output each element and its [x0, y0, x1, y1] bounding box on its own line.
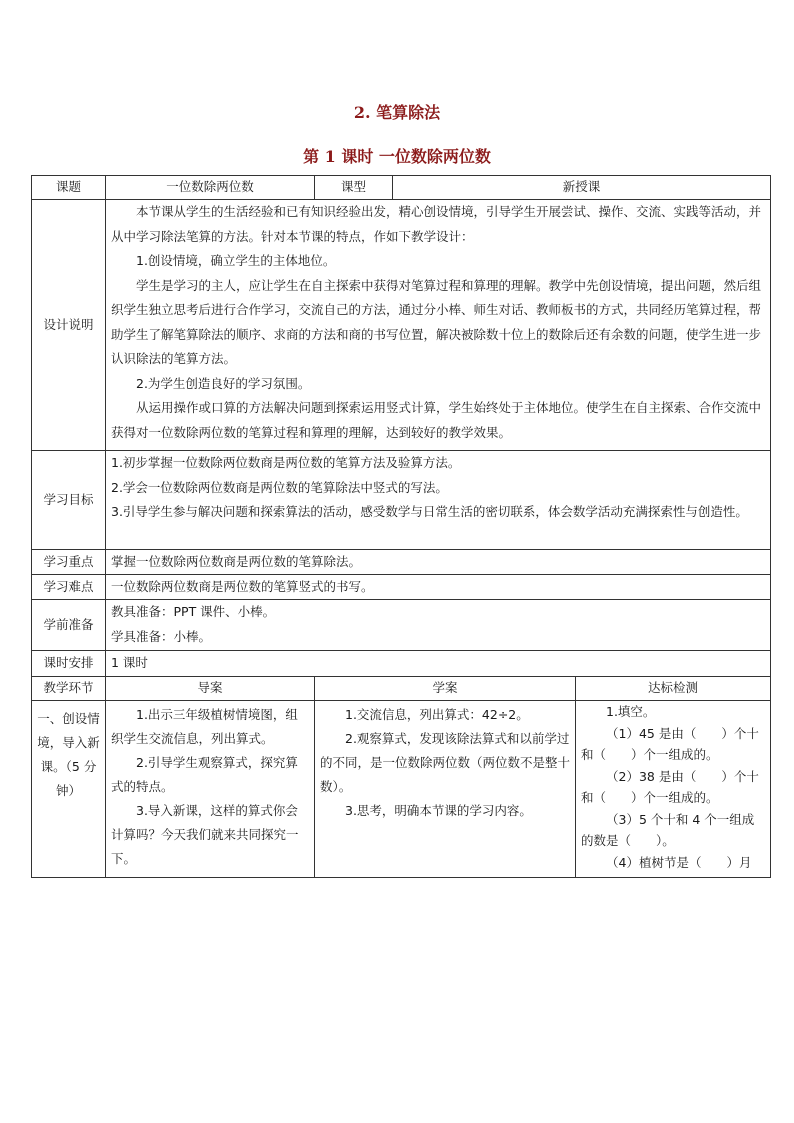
difficulty-row [32, 575, 771, 600]
difficulty-text: 一位数除两位数商是两位数的笔算竖式的书写。 [106, 575, 771, 600]
lesson-type-value: 新授课 [393, 176, 771, 200]
study-header: 学案 [315, 677, 576, 701]
key-point-row [32, 550, 771, 575]
guide-step: 1.出示三年级植树情境图，组织学生交流信息，列出算式。 [111, 707, 298, 746]
student-prep: 学具准备：小棒。 [111, 628, 212, 644]
stage1-study [315, 701, 576, 878]
stage1-label: 一、创设情境，导入新课。（5 分钟） [32, 701, 106, 878]
difficulty-label: 学习难点 [32, 575, 106, 600]
goal-item: 1.初步掌握一位数除两位数商是两位数的笔算方法及验算方法。 [111, 455, 461, 470]
check-item: （4）植树节是（ ）月 [606, 854, 752, 870]
teacher-prep: 教具准备：PPT 课件、小棒。 [111, 604, 276, 619]
check-header: 达标检测 [576, 677, 771, 701]
prep-label: 学前准备 [32, 600, 106, 651]
stage1-guide [106, 701, 315, 878]
key-point-text: 掌握一位数除两位数商是两位数的笔算除法。 [106, 550, 771, 575]
prep-row [32, 600, 771, 651]
topic-value: 一位数除两位数 [106, 176, 315, 200]
stage-header: 教学环节 [32, 677, 106, 701]
design-paragraph: 本节课从学生的生活经验和已有知识经验出发，精心创设情境，引导学生开展尝试、操作、交流、实践等活动，并从中学习除法笔算的方法。针对本节课的特点，作如下教学设计： [111, 204, 762, 244]
goals-row [32, 451, 771, 550]
design-paragraph: 2.为学生创造良好的学习氛围。 [136, 375, 311, 391]
stage1-row [32, 701, 771, 878]
lesson-title: 第 1 课时 一位数除两位数 [303, 147, 491, 166]
check-item: （1）45 是由（ ）个十和（ ）个一组成的。 [581, 725, 759, 762]
goals-content [106, 451, 771, 550]
schedule-label: 课时安排 [32, 651, 106, 677]
check-item: （2）38 是由（ ）个十和（ ）个一组成的。 [581, 768, 759, 805]
design-label: 设计说明 [32, 200, 106, 451]
process-header-row [32, 677, 771, 701]
header-row [32, 176, 771, 200]
lesson-type-label: 课型 [315, 176, 393, 200]
design-content [106, 200, 771, 451]
lesson-plan-table [31, 175, 771, 878]
goal-item: 2.学会一位数除两位数商是两位数的笔算除法中竖式的写法。 [111, 479, 448, 495]
guide-header: 导案 [106, 677, 315, 701]
design-paragraph: 1.创设情境，确立学生的主体地位。 [136, 253, 336, 268]
design-paragraph: 从运用操作或口算的方法解决问题到探索运用竖式计算，学生始终处于主体地位。使学生在自主探索、合作交流中获得对一位数除两位数的笔算过程和算理的理解，达到较好的教学效果。 [111, 400, 762, 440]
study-step: 1.交流信息，列出算式：42÷2。 [345, 707, 529, 722]
section-title: 2. 笔算除法 [353, 103, 441, 122]
study-step: 3.思考，明确本节课的学习内容。 [345, 803, 532, 818]
topic-label: 课题 [32, 176, 106, 200]
schedule-row [32, 651, 771, 677]
prep-content [106, 600, 771, 651]
guide-step: 3.导入新课，这样的算式你会计算吗？今天我们就来共同探究一下。 [111, 803, 299, 866]
study-step: 2.观察算式，发现该除法算式和以前学过的不同，是一位数除两位数（两位数不是整十数）。 [320, 731, 571, 794]
schedule-text: 1 课时 [106, 651, 771, 677]
check-item: 1.填空。 [606, 704, 656, 719]
stage1-check [576, 701, 771, 878]
check-item: （3）5 个十和 4 个一组成的数是（ ）。 [581, 811, 755, 848]
key-point-label: 学习重点 [32, 550, 106, 575]
goal-item: 3.引导学生参与解决问题和探索算法的活动，感受数学与日常生活的密切联系，体会数学活动充满探索性与创造性。 [111, 504, 748, 519]
design-paragraph: 学生是学习的主人，应让学生在自主探索中获得对笔算过程和算理的理解。教学中先创设情境，提出问题，然后组织学生独立思考后进行合作学习，交流自己的方法，通过分小棒、师生对话、教师板书的方式，共同经历笔算过程，帮助学生了解笔算除法的顺序、求商的方法和商的书写位置，解决被除数十位上的数除后还有余数的问题，使学生进一步认识除法的笔算方法。 [111, 277, 762, 366]
design-row [32, 200, 771, 451]
guide-step: 2.引导学生观察算式，探究算式的特点。 [111, 755, 298, 794]
goals-label: 学习目标 [32, 451, 106, 550]
